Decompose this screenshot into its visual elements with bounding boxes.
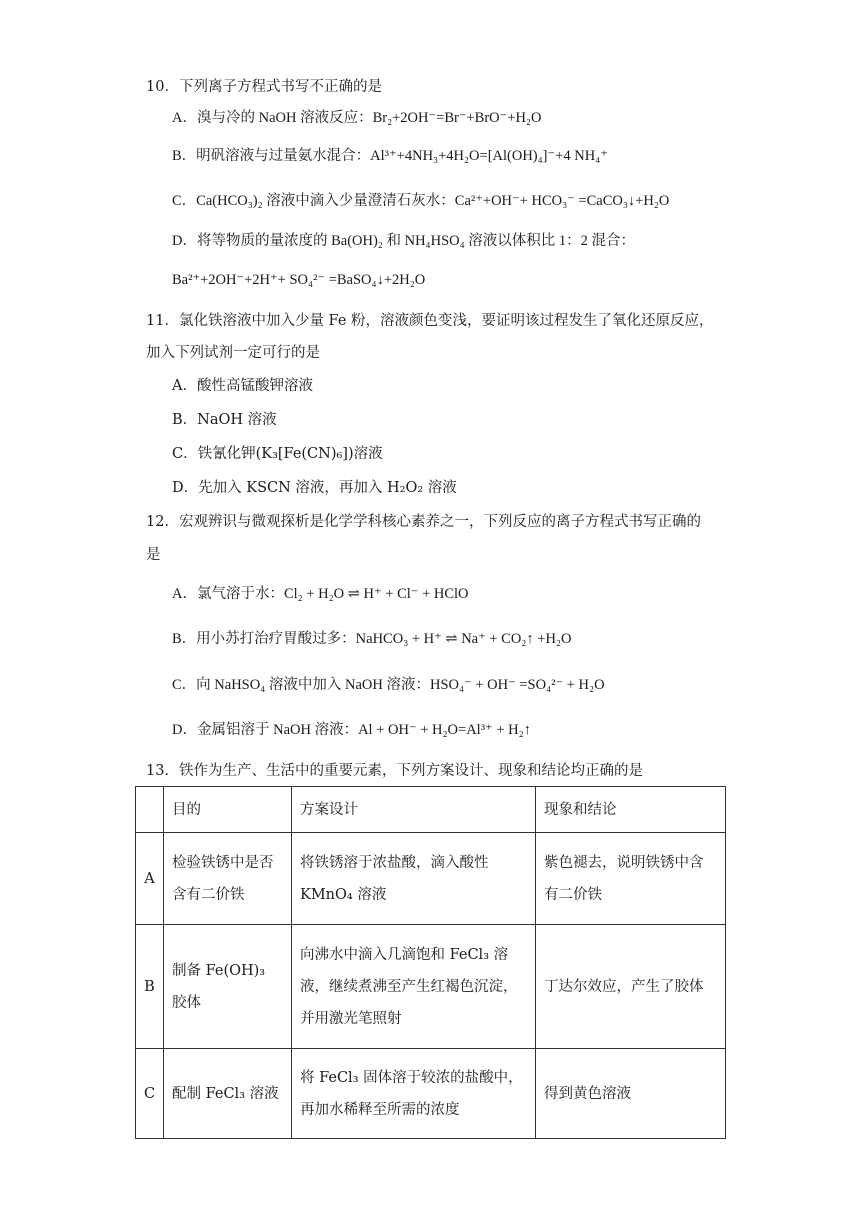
q13-table (135, 786, 726, 1139)
row-label: C (136, 1049, 164, 1139)
q12-stem-line1: 12．宏观辨识与微观探析是化学学科核心素养之一，下列反应的离子方程式书写正确的 (146, 514, 701, 530)
table-header-cell: 现象和结论 (536, 787, 726, 833)
q11-option-c: C．铁氰化钾(K₃[Fe(CN)₆])溶液 (172, 446, 383, 462)
row-label: A (136, 833, 164, 925)
q10-option-a: A．溴与冷的 NaOH 溶液反应：Br₂+2OH⁻=Br⁻+BrO⁻+H₂O (172, 110, 542, 126)
q10-option-b: B．明矾溶液与过量氨水混合：Al³⁺+4NH₃+4H₂O=[Al(OH)₄]⁻+4 NH₄⁺ (172, 148, 608, 164)
table-header-row (136, 787, 726, 833)
q11-stem-line2: 加入下列试剂一定可行的是 (146, 345, 320, 361)
purpose-cell: 制备 Fe(OH)₃ 胶体 (164, 925, 292, 1049)
q10-option-d-equation: Ba²⁺+2OH⁻+2H⁺+ SO₄²⁻ =BaSO₄↓+2H₂O (172, 272, 426, 288)
q11-option-b: B．NaOH 溶液 (172, 412, 277, 428)
q12-option-a: A．氯气溶于水：Cl₂ + H₂O ⇌ H⁺ + Cl⁻ + HClO (172, 586, 469, 602)
q13-stem: 13．铁作为生产、生活中的重要元素，下列方案设计、现象和结论均正确的是 (146, 763, 643, 779)
table-row (136, 925, 726, 1049)
table-row (136, 1049, 726, 1139)
result-cell: 得到黄色溶液 (536, 1049, 726, 1139)
q12-stem-line2: 是 (146, 547, 161, 563)
design-cell: 向沸水中滴入几滴饱和 FeCl₃ 溶液，继续煮沸至产生红褐色沉淀，并用激光笔照射 (292, 925, 536, 1049)
result-cell: 丁达尔效应，产生了胶体 (536, 925, 726, 1049)
purpose-cell: 配制 FeCl₃ 溶液 (164, 1049, 292, 1139)
q12-option-b: B．用小苏打治疗胃酸过多：NaHCO₃ + H⁺ ⇌ Na⁺ + CO₂↑ +H₂O (172, 631, 572, 647)
table-row (136, 833, 726, 925)
table-header-cell: 方案设计 (292, 787, 536, 833)
q12-option-d: D．金属铝溶于 NaOH 溶液：Al + OH⁻ + H₂O=Al³⁺ + H₂↑ (172, 722, 531, 738)
q11-option-d: D．先加入 KSCN 溶液，再加入 H₂O₂ 溶液 (172, 480, 457, 496)
design-cell: 将 FeCl₃ 固体溶于较浓的盐酸中，再加水稀释至所需的浓度 (292, 1049, 536, 1139)
q11-option-a: A．酸性高锰酸钾溶液 (172, 378, 313, 394)
design-cell: 将铁锈溶于浓盐酸，滴入酸性 KMnO₄ 溶液 (292, 833, 536, 925)
q10-option-c: C．Ca(HCO₃)₂ 溶液中滴入少量澄清石灰水：Ca²⁺+OH⁻+ HCO₃⁻ =CaCO₃↓+H₂O (172, 193, 670, 209)
q10-option-d: D．将等物质的量浓度的 Ba(OH)₂ 和 NH₄HSO₄ 溶液以体积比 1：2 混合： (172, 233, 636, 249)
table-header-cell (136, 787, 164, 833)
result-cell: 紫色褪去，说明铁锈中含有二价铁 (536, 833, 726, 925)
table-header-cell: 目的 (164, 787, 292, 833)
q12-option-c: C．向 NaHSO₄ 溶液中加入 NaOH 溶液：HSO₄⁻ + OH⁻ =SO₄²⁻ + H₂O (172, 677, 605, 693)
q11-stem-line1: 11．氯化铁溶液中加入少量 Fe 粉，溶液颜色变浅，要证明该过程发生了氧化还原反应， (146, 313, 714, 329)
q10-stem: 10．下列离子方程式书写不正确的是 (146, 79, 382, 95)
purpose-cell: 检验铁锈中是否含有二价铁 (164, 833, 292, 925)
row-label: B (136, 925, 164, 1049)
